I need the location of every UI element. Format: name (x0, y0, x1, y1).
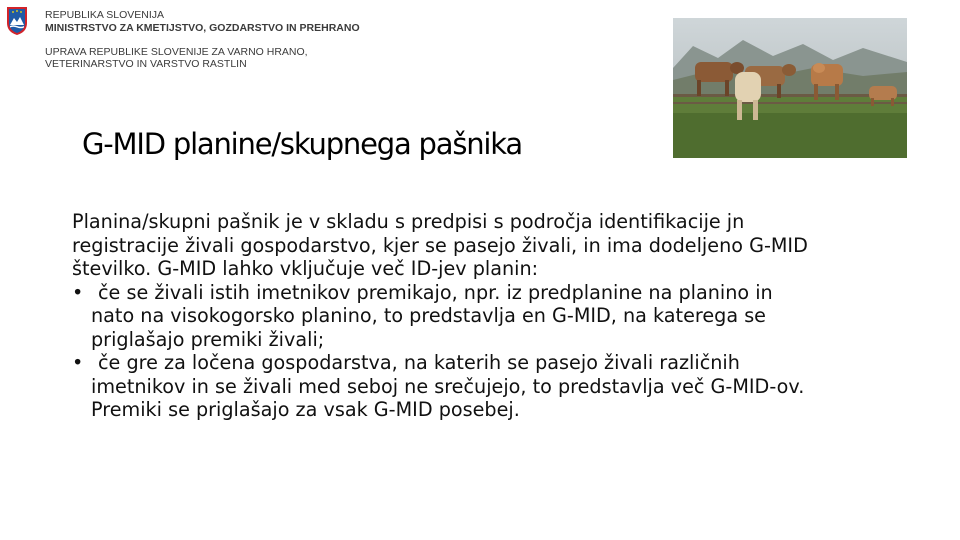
cows-pasture-photo (673, 18, 907, 158)
agency-name (45, 46, 308, 70)
intro-line: številko. G-MID lahko vključuje več ID-jev planin: (72, 257, 539, 280)
slide-title: G-MID planine/skupnega pašnika (82, 127, 522, 161)
bullet-dot: • (72, 351, 84, 374)
slide-body (72, 210, 892, 422)
bullet-line: če gre za ločena gospodarstva, na katerih se pasejo živali različnih (98, 351, 740, 374)
ministry-line: REPUBLIKA SLOVENIJA (45, 9, 165, 21)
ministry-line: MINISTRSTVO ZA KMETIJSTVO, GOZDARSTVO IN PREHRANO (45, 22, 360, 34)
agency-line: VETERINARSTVO IN VARSTVO RASTLIN (45, 58, 247, 70)
bullet-line: priglašajo premiki živali; (91, 327, 325, 351)
agency-line: UPRAVA REPUBLIKE SLOVENIJE ZA VARNO HRANO, (45, 46, 308, 58)
bullet-item (72, 281, 892, 352)
ministry-name (45, 9, 360, 35)
bullet-line: če se živali istih imetnikov premikajo, npr. iz predplanine na planino in (98, 280, 773, 304)
intro-line: Planina/skupni pašnik je v skladu s predpisi s področja identifikacije jn (72, 210, 745, 233)
bullet-line: Premiki se priglašajo za vsak G-MID posebej. (91, 398, 520, 421)
bullet-dot: • (72, 280, 84, 304)
intro-line: registracije živali gospodarstvo, kjer se pasejo živali, in ima dodeljeno G-MID (72, 233, 808, 257)
bullet-line: nato na visokogorsko planino, to predstavlja en G-MID, na katerega se (91, 304, 766, 327)
bullet-line: imetnikov in se živali med seboj ne srečujejo, to predstavlja več G-MID-ov. (91, 374, 805, 398)
bullet-item (72, 351, 892, 422)
coat-of-arms-icon (5, 6, 29, 36)
